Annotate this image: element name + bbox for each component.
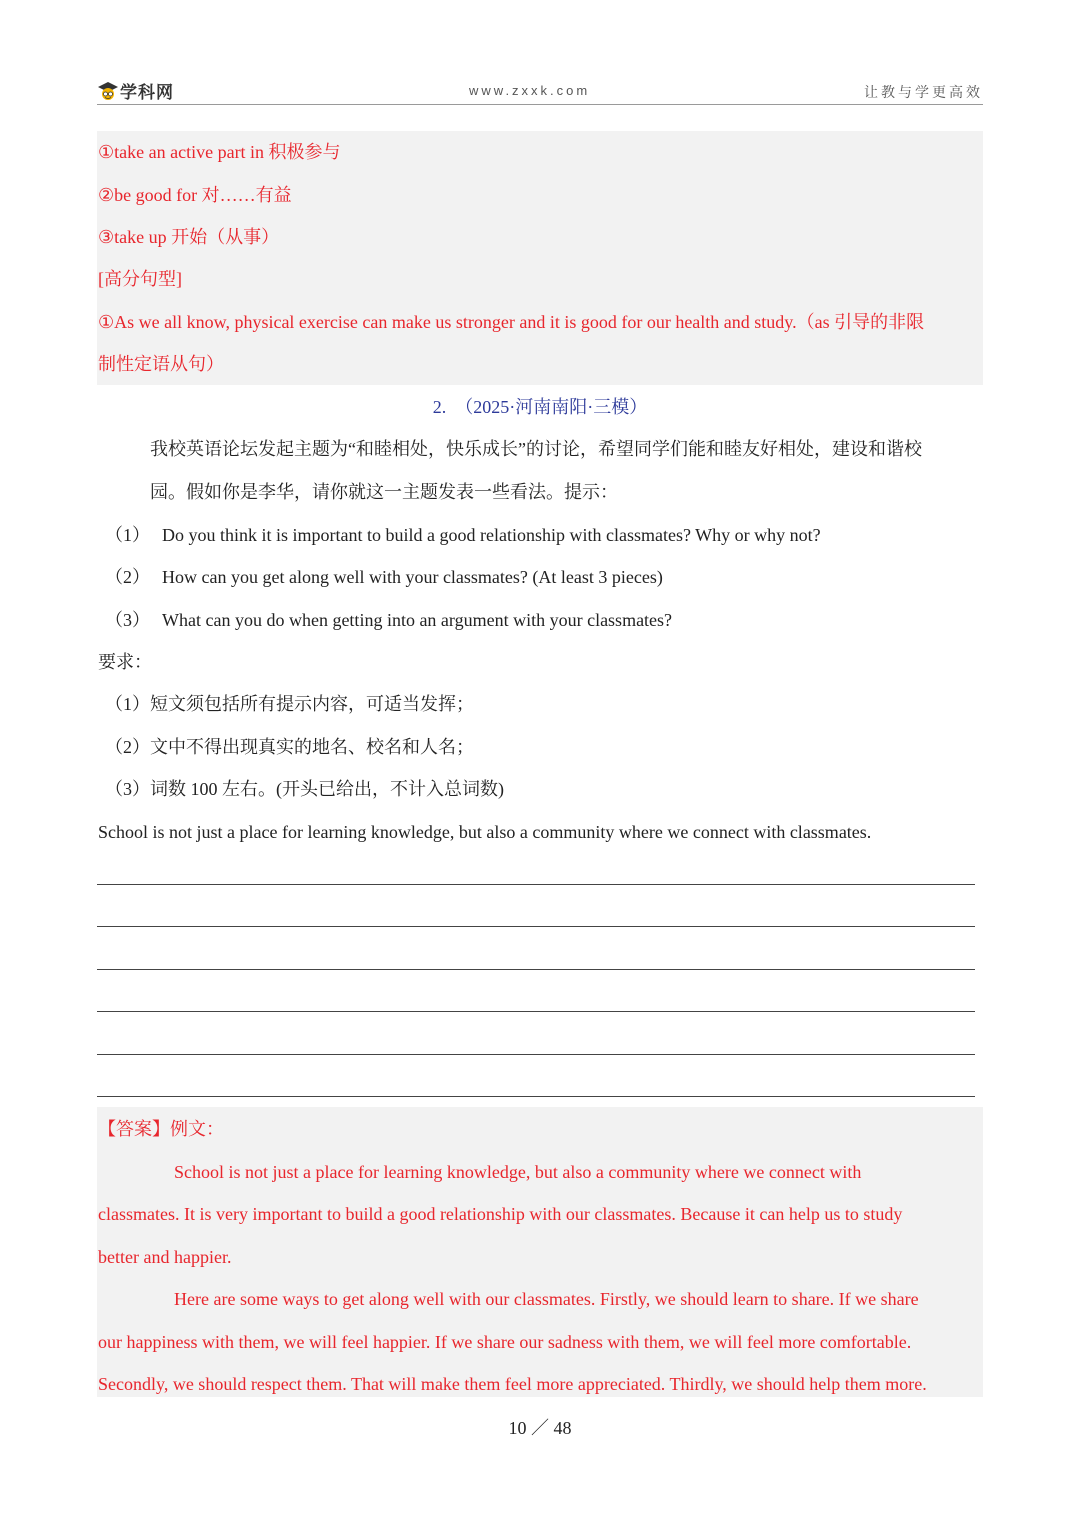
hint-item [105, 608, 983, 632]
phrase-item: ②be good for 对……有益 [98, 185, 292, 205]
requirement-item: （2）文中不得出现真实的地名、校名和人名； [105, 737, 474, 757]
phrase-item: ①take an active part in 积极参与 [98, 142, 341, 162]
given-opening-sentence: School is not just a place for learning knowledge, but also a community where we connect with classmates. [98, 822, 872, 842]
hint-number: （1） [105, 525, 150, 545]
prompt-text: 我校英语论坛发起主题为“和睦相处，快乐成长”的讨论，希望同学们能和睦友好相处，建设和谐校 [150, 439, 922, 459]
page-header [97, 76, 983, 105]
logo-text: 学科网 [120, 83, 174, 102]
answer-text-line: better and happier. [98, 1247, 232, 1267]
writing-line[interactable] [97, 926, 975, 927]
answer-label: 【答案】例文： [98, 1119, 224, 1139]
graduation-cap-logo-icon [97, 81, 119, 101]
prompt-text: 园。假如你是李华，请你就这一主题发表一些看法。提示： [150, 482, 618, 502]
header-slogan: 让教与学更高效 [864, 84, 983, 100]
hint-text: Do you think it is important to build a good relationship with classmates? Why or why not? [162, 525, 821, 545]
writing-line[interactable] [97, 1011, 975, 1012]
answer-text-line: School is not just a place for learning knowledge, but also a community where we connect with [174, 1162, 862, 1182]
requirement-item: （3）词数 100 左右。(开头已给出，不计入总词数) [105, 779, 504, 799]
answer-text-line: our happiness with them, we will feel happier. If we share our sadness with them, we will feel more comfortable. [98, 1332, 912, 1352]
hint-text: What can you do when getting into an argument with your classmates? [162, 610, 673, 630]
writing-line[interactable] [97, 1054, 975, 1055]
writing-line[interactable] [97, 1096, 975, 1097]
hint-number: （2） [105, 567, 150, 587]
hint-number: （3） [105, 610, 150, 630]
sentence-pattern-line: 制性定语从句） [98, 354, 224, 374]
hint-item [105, 565, 983, 589]
phrases-highlight-box [97, 131, 983, 385]
sentence-pattern-line: ①As we all know, physical exercise can make us stronger and it is good for our health and study.（as 引导的非限 [98, 312, 925, 332]
writing-line[interactable] [97, 969, 975, 970]
requirements-title: 要求： [98, 652, 152, 672]
question-title: 2. （2025·河南南阳·三模） [432, 397, 648, 417]
sentence-section-title: [高分句型] [98, 269, 182, 289]
site-url: www.zxxk.com [469, 83, 591, 98]
site-logo [97, 78, 174, 103]
hint-item [105, 523, 983, 547]
requirement-item: （1）短文须包括所有提示内容，可适当发挥； [105, 694, 474, 714]
phrase-item: ③take up 开始（从事） [98, 227, 280, 247]
hint-text: How can you get along well with your classmates? (At least 3 pieces) [162, 567, 663, 587]
writing-line[interactable] [97, 884, 975, 885]
answer-text-line: classmates. It is very important to build a good relationship with our classmates. Because it can help us to study [98, 1204, 903, 1224]
answer-text-line: Here are some ways to get along well with our classmates. Firstly, we should learn to share. If we share [174, 1289, 919, 1309]
answer-text-line: Secondly, we should respect them. That will make them feel more appreciated. Thirdly, we should help them more. [98, 1374, 927, 1394]
page-number: 10 ／ 48 [508, 1418, 572, 1438]
